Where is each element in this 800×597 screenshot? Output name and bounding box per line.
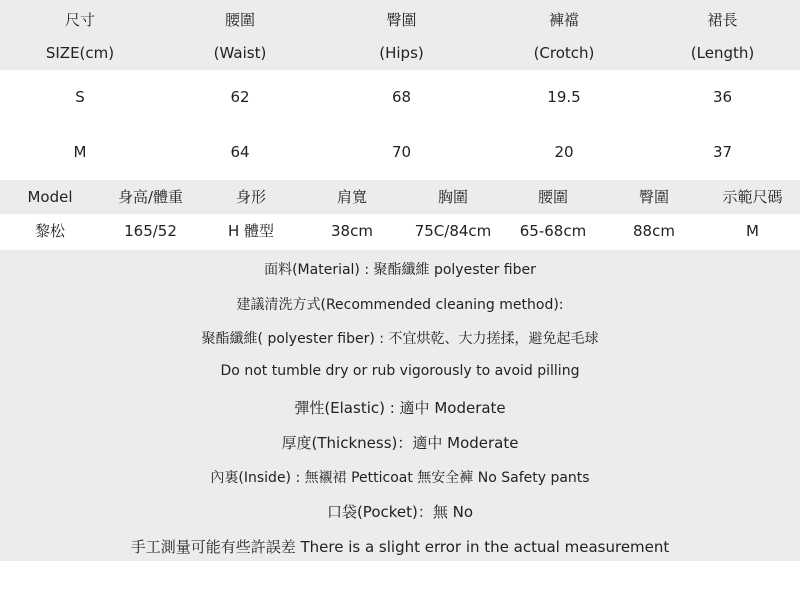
cleaning-note-zh-line: 聚酯纖維( polyester fiber) : 不宜烘乾、大力搓揉，避免起毛球 (201, 331, 599, 347)
hips-cell: 68 (391, 88, 412, 106)
model-header-bust: 胸圍 (437, 188, 468, 206)
crotch-cell: 20 (554, 143, 574, 161)
model-header-waist: 腰圍 (537, 188, 568, 206)
model-header-height-weight: 身高/體重 (117, 188, 184, 206)
size-header-en-length: (Length) (690, 44, 755, 62)
inside-line: 內裏(Inside) : 無襯裙 Petticoat 無安全褲 No Safety pants (210, 470, 590, 486)
material-line: 面料(Material) : 聚酯纖維 polyester fiber (264, 262, 536, 278)
model-hips: 88cm (633, 222, 675, 240)
size-header-en-waist: (Waist) (213, 44, 267, 62)
size-table-header (0, 0, 800, 70)
size-header-zh-length: 裙長 (707, 11, 738, 29)
model-size-worn: M (746, 222, 759, 240)
model-header-model: Model (27, 188, 73, 206)
model-row (0, 214, 800, 248)
product-info-block (0, 250, 800, 561)
pocket-line: 口袋(Pocket)：無 No (326, 503, 474, 521)
length-cell: 36 (712, 88, 733, 106)
model-table-header (0, 180, 800, 214)
size-header-zh-size: 尺寸 (64, 11, 95, 29)
cleaning-method-line: 建議清洗方式(Recommended cleaning method): (236, 297, 564, 313)
waist-cell: 62 (230, 88, 250, 106)
length-cell: 37 (712, 143, 733, 161)
model-header-hips: 臀圍 (638, 188, 669, 206)
model-body-shape: H 體型 (227, 222, 275, 240)
size-header-en-size: SIZE(cm) (45, 44, 115, 62)
size-header-zh-crotch: 褲襠 (548, 11, 579, 29)
model-shoulder: 38cm (331, 222, 373, 240)
model-waist: 65-68cm (519, 222, 587, 240)
size-cell: S (75, 88, 85, 106)
thickness-line: 厚度(Thickness)：適中 Moderate (281, 434, 519, 452)
size-header-zh-waist: 腰圍 (224, 11, 255, 29)
measurement-error-line: 手工測量可能有些許誤差 There is a slight error in the actual measurement (130, 538, 670, 556)
model-header-shoulder: 肩寬 (336, 188, 367, 206)
model-header-size-worn: 示範尺碼 (722, 188, 783, 206)
model-name: 黎松 (34, 222, 65, 240)
elastic-line: 彈性(Elastic) : 適中 Moderate (294, 399, 506, 417)
hips-cell: 70 (391, 143, 412, 161)
model-bust: 75C/84cm (414, 222, 492, 240)
waist-cell: 64 (230, 143, 250, 161)
cleaning-note-en-line: Do not tumble dry or rub vigorously to avoid pilling (220, 363, 580, 379)
size-cell: M (73, 143, 87, 161)
size-header-en-hips: (Hips) (379, 44, 424, 62)
crotch-cell: 19.5 (547, 88, 581, 106)
model-height-weight: 165/52 (124, 222, 177, 240)
model-header-body-shape: 身形 (235, 188, 266, 206)
size-header-zh-hips: 臀圍 (386, 11, 417, 29)
size-header-en-crotch: (Crotch) (533, 44, 595, 62)
